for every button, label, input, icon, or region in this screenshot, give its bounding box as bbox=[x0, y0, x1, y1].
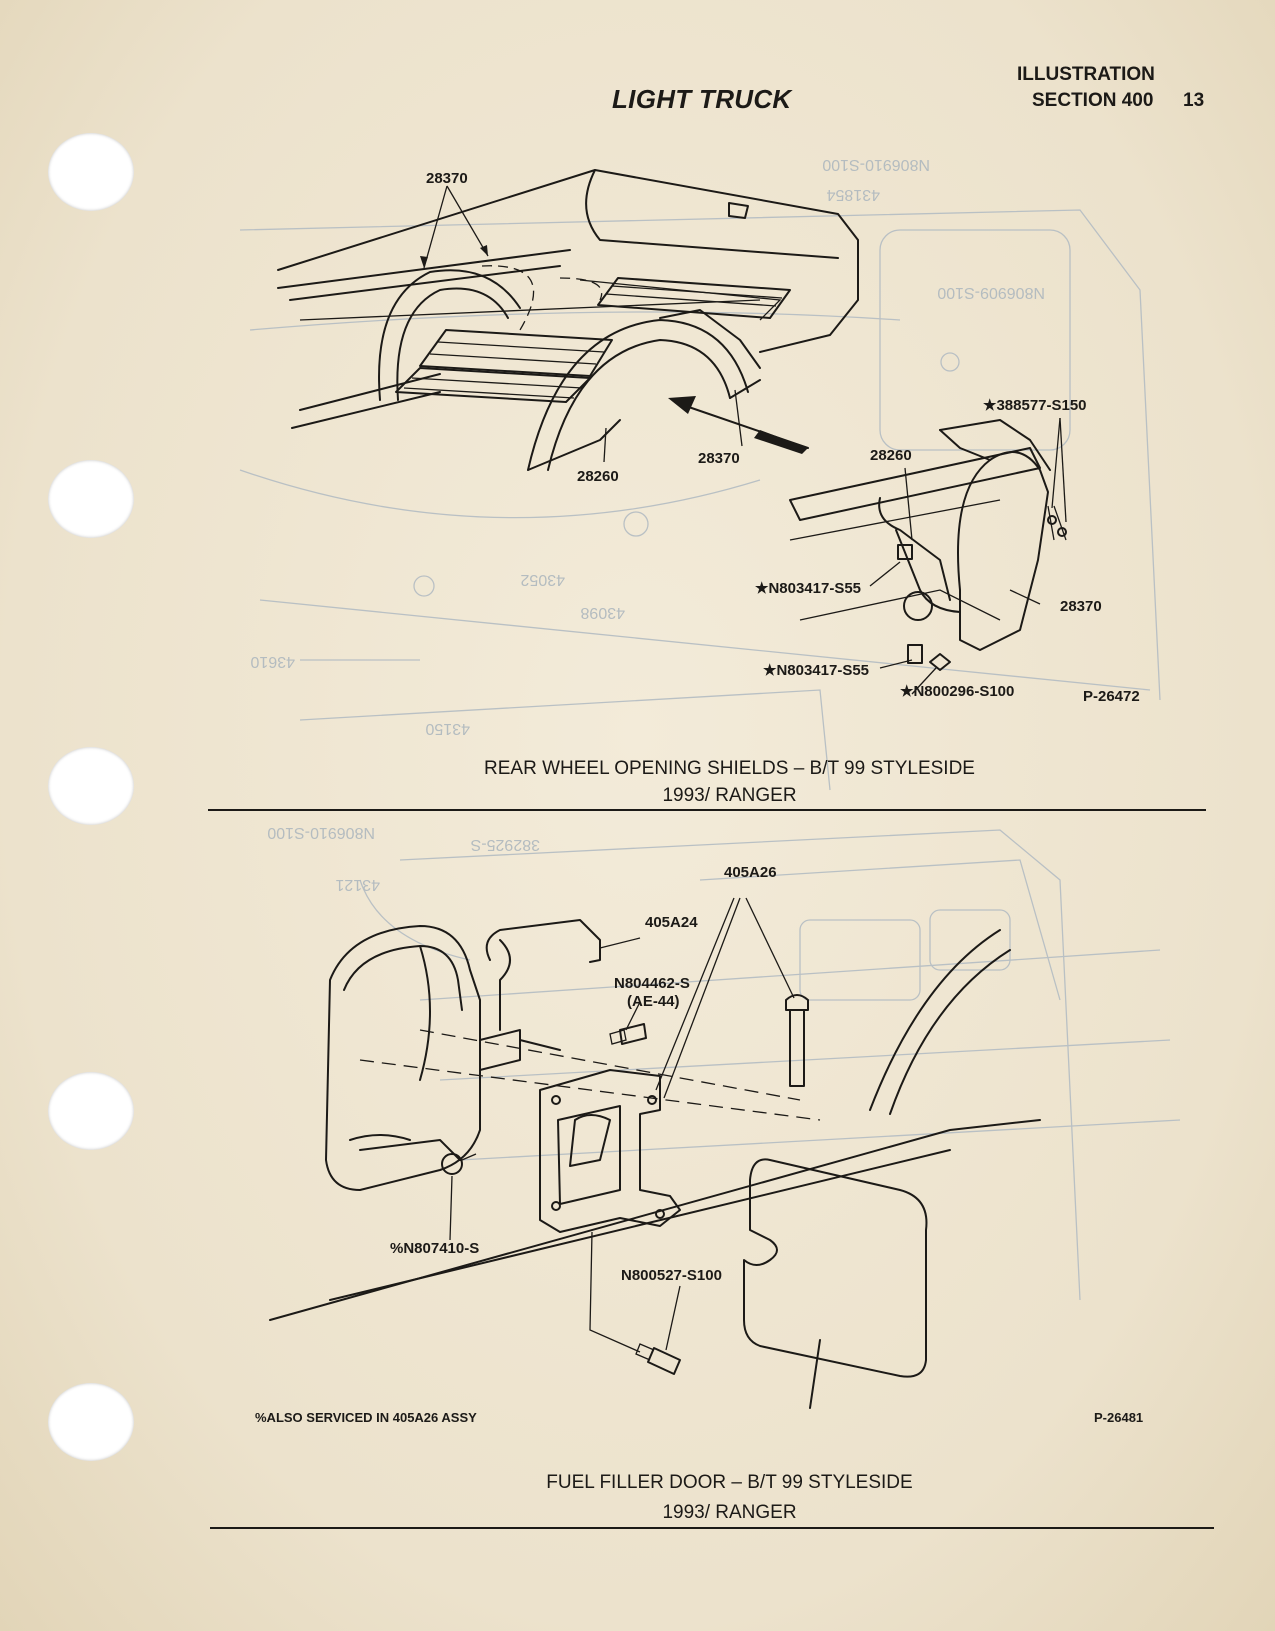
svg-text:43121: 43121 bbox=[335, 876, 380, 893]
part-label-n804462-s: N804462-S bbox=[614, 975, 690, 992]
filler-housing bbox=[326, 920, 820, 1190]
part-label-n807410-s: %N807410-S bbox=[390, 1240, 480, 1257]
page-title: LIGHT TRUCK bbox=[612, 84, 792, 114]
section-divider bbox=[210, 1527, 1214, 1529]
part-label-28260: 28260 bbox=[577, 468, 619, 485]
part-label-405a26: 405A26 bbox=[724, 864, 777, 881]
fuel-filler-door-diagram bbox=[0, 820, 1275, 1520]
page-number: 13 bbox=[1183, 90, 1205, 111]
bleed-through-drawing bbox=[360, 830, 1180, 1300]
figure-reference: P-26481 bbox=[1094, 1410, 1144, 1425]
part-label-n800527-s100: N800527-S100 bbox=[621, 1267, 722, 1284]
svg-text:N806909-S100: N806909-S100 bbox=[937, 284, 1045, 301]
part-label-28260-detail: 28260 bbox=[870, 447, 912, 464]
part-label-388577-s150: ★388577-S150 bbox=[983, 397, 1087, 414]
figure-caption-title: REAR WHEEL OPENING SHIELDS – B/T 99 STYLESIDE bbox=[484, 758, 975, 779]
figure-reference: P-26472 bbox=[1083, 688, 1140, 705]
part-label-28370: 28370 bbox=[426, 170, 468, 187]
part-label-n803417-s55-upper: ★N803417-S55 bbox=[755, 580, 862, 597]
part-label-ae-44: (AE-44) bbox=[627, 993, 680, 1010]
section-heading: SECTION 400 bbox=[1032, 90, 1154, 111]
figure-caption-subtitle: 1993/ RANGER bbox=[662, 785, 797, 806]
assembly-note: %ALSO SERVICED IN 405A26 ASSY bbox=[255, 1410, 477, 1425]
leader-lines bbox=[420, 186, 742, 462]
part-label-n803417-s55-lower: ★N803417-S55 bbox=[763, 662, 870, 679]
svg-text:43098: 43098 bbox=[580, 604, 625, 621]
svg-text:43150: 43150 bbox=[425, 720, 470, 737]
figure-caption-subtitle: 1993/ RANGER bbox=[662, 1502, 797, 1523]
svg-text:431854: 431854 bbox=[826, 186, 880, 203]
direction-arrow bbox=[668, 396, 808, 454]
svg-text:43052: 43052 bbox=[520, 571, 565, 588]
svg-text:N806910-S100: N806910-S100 bbox=[267, 824, 375, 841]
fuel-door bbox=[744, 1159, 926, 1376]
part-label-405a24: 405A24 bbox=[645, 914, 698, 931]
part-label-28370-arrow: 28370 bbox=[698, 450, 740, 467]
svg-text:43610: 43610 bbox=[250, 653, 295, 670]
truck-bed-outline bbox=[278, 170, 858, 470]
svg-text:382925-S: 382925-S bbox=[470, 836, 540, 853]
part-label-28370-detail: 28370 bbox=[1060, 598, 1102, 615]
part-label-n800296-s100: ★N800296-S100 bbox=[900, 683, 1015, 700]
section-divider bbox=[208, 809, 1206, 811]
illustration-heading: ILLUSTRATION bbox=[1017, 64, 1155, 85]
bed-floor-ribs bbox=[396, 278, 790, 402]
bleed-through-labels bbox=[267, 824, 540, 893]
shield-detail bbox=[790, 418, 1066, 694]
svg-text:N806910-S100: N806910-S100 bbox=[822, 156, 930, 173]
figure-caption-title: FUEL FILLER DOOR – B/T 99 STYLESIDE bbox=[546, 1472, 913, 1493]
